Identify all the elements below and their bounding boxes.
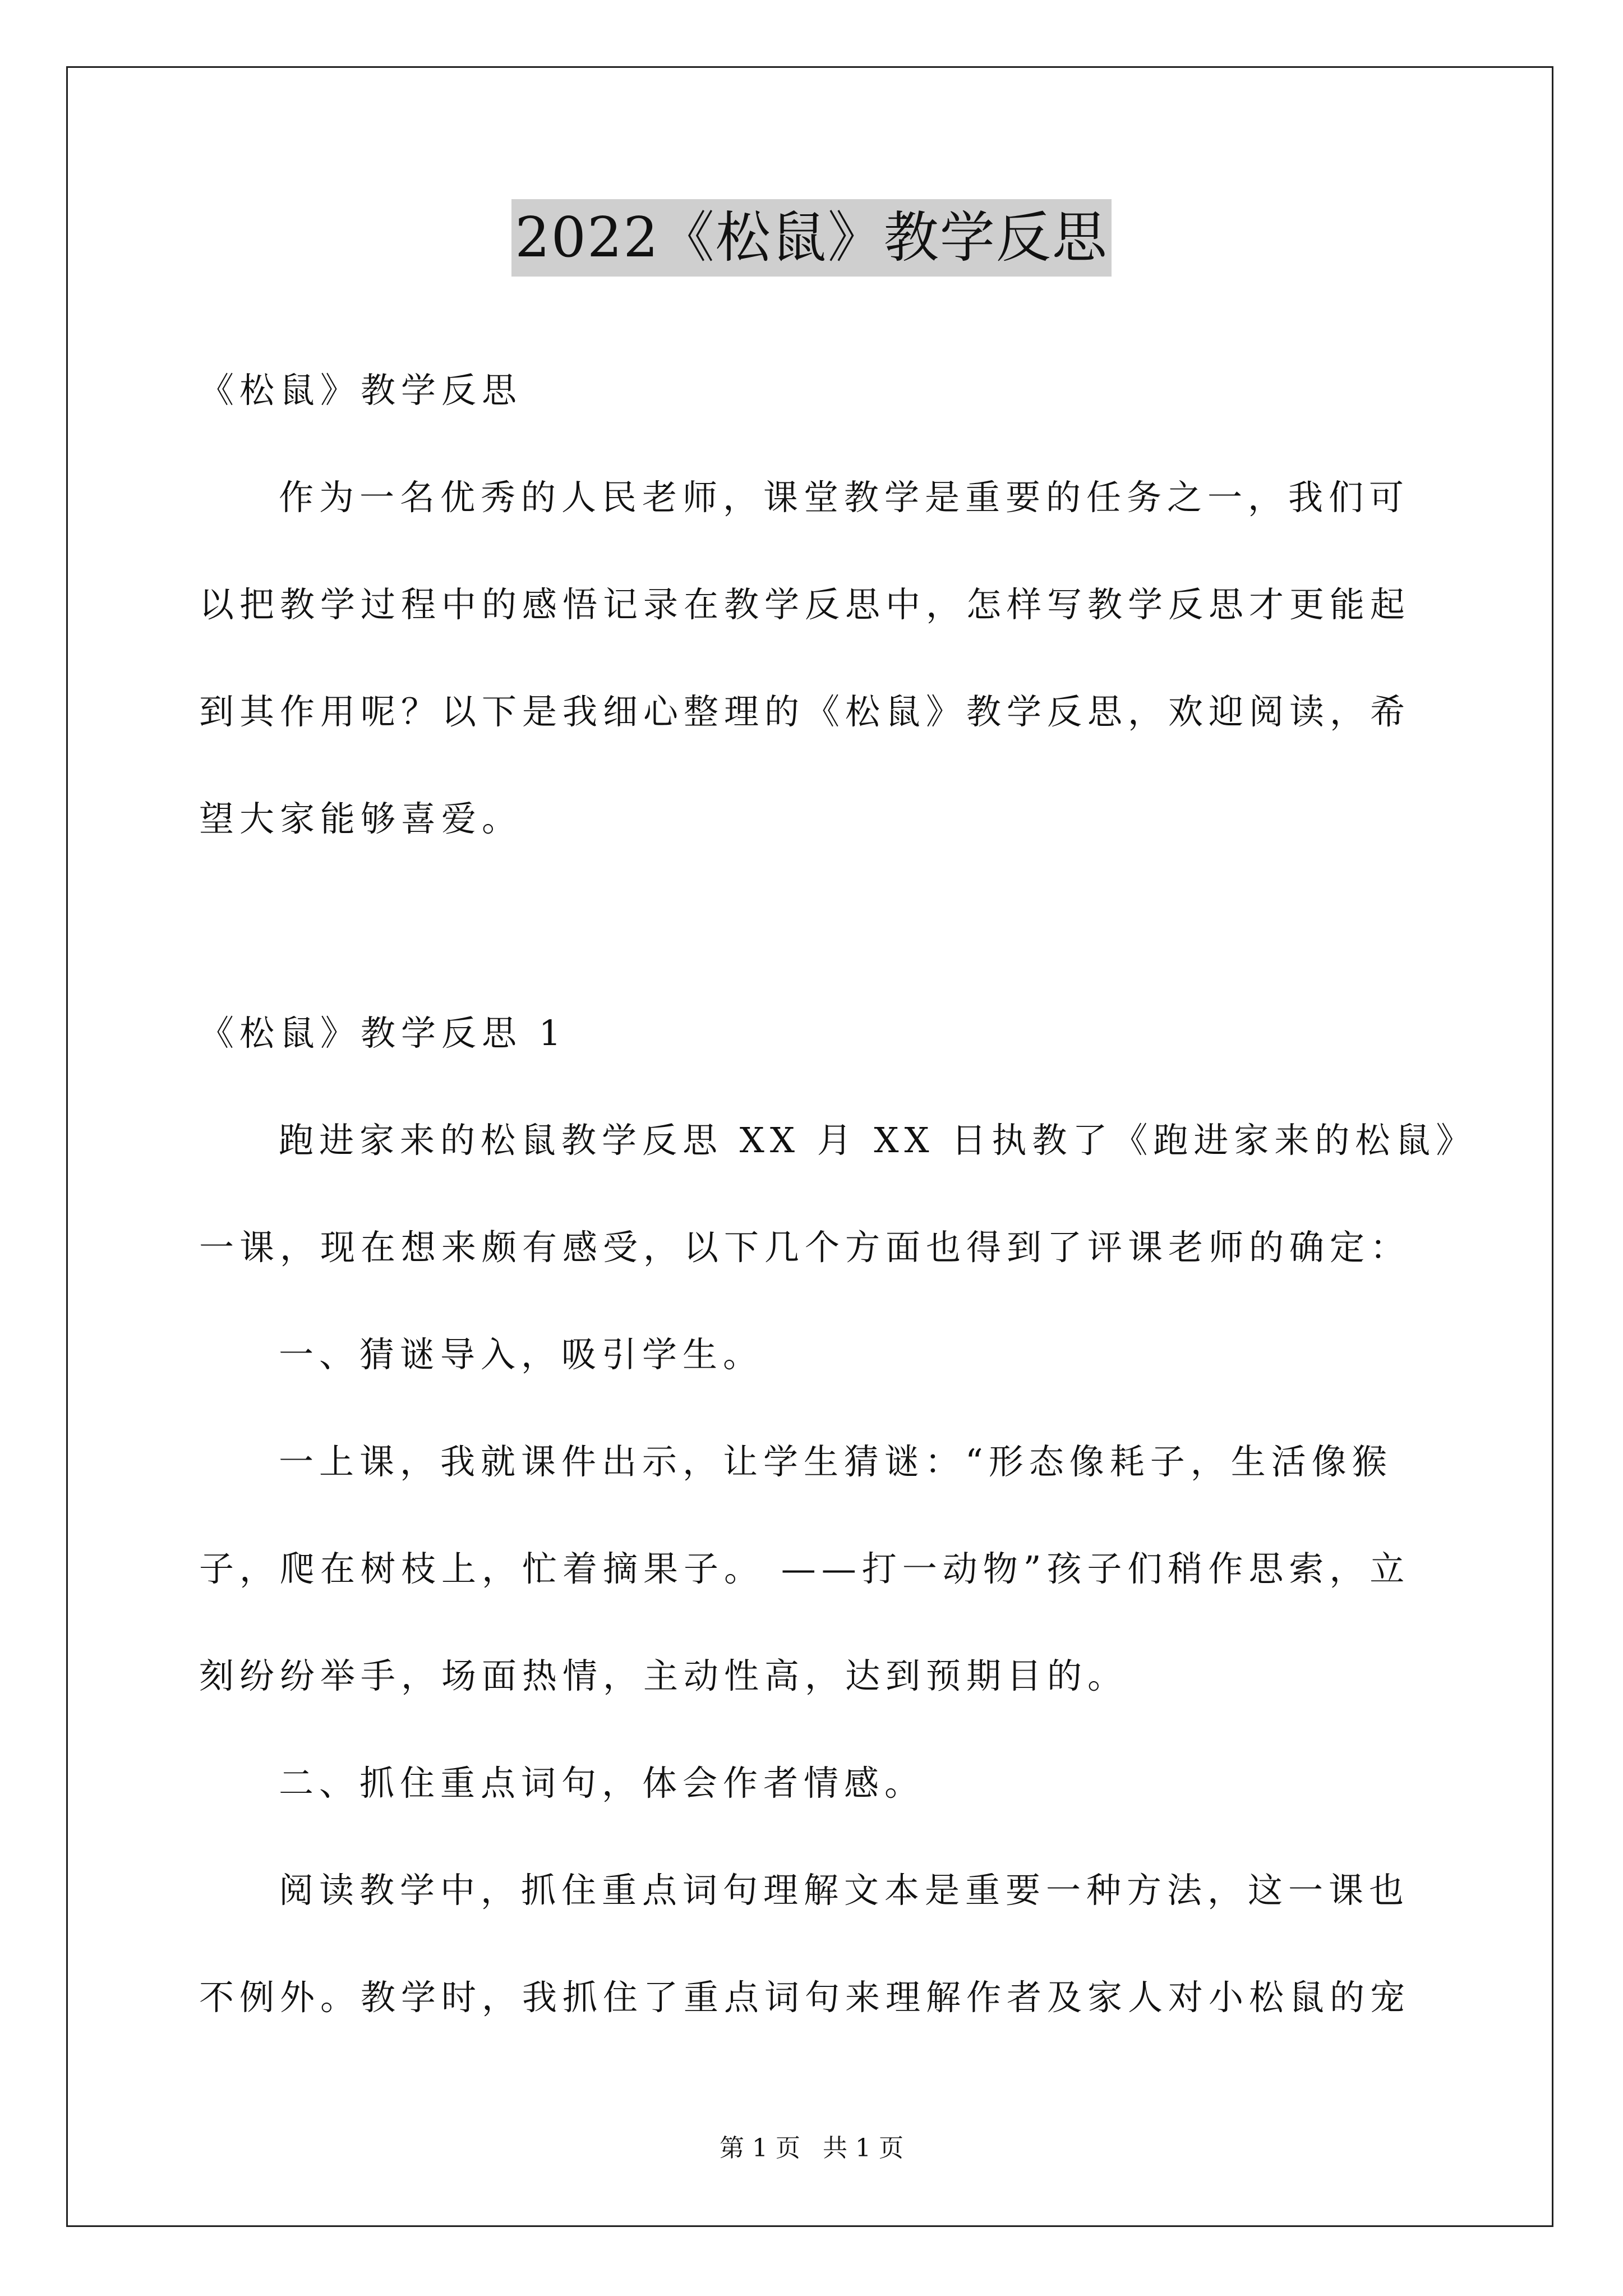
document-body bbox=[199, 337, 1477, 2051]
paragraph-line: 阅读教学中，抓住重点词句理解文本是重要一种方法，这一课也 bbox=[279, 1870, 1410, 1911]
paragraph-line: 到其作用呢？以下是我细心整理的《松鼠》教学反思，欢迎阅读，希 bbox=[199, 691, 1411, 732]
page-number: 第 1 页 bbox=[720, 2134, 800, 2162]
subheading-line: 一、猜谜导入，吸引学生。 bbox=[279, 1334, 764, 1375]
paragraph-line: 刻纷纷举手，场面热情，主动性高，达到预期目的。 bbox=[199, 1655, 1128, 1696]
document-title: 2022《松鼠》教学反思 bbox=[511, 199, 1111, 277]
paragraph-line: 以把教学过程中的感悟记录在教学反思中，怎样写教学反思才更能起 bbox=[199, 584, 1411, 625]
paragraph-line: 一上课，我就课件出示，让学生猜谜：“形态像耗子，生活像猴 bbox=[279, 1441, 1393, 1482]
paragraph-line: 不例外。教学时，我抓住了重点词句来理解作者及家人对小松鼠的宠 bbox=[199, 1977, 1411, 2018]
page-total: 共 1 页 bbox=[823, 2134, 903, 2162]
blank-line bbox=[199, 872, 1430, 979]
paragraph-line: 望大家能够喜爱。 bbox=[199, 798, 523, 839]
paragraph-line: 一课，现在想来颇有感受，以下几个方面也得到了评课老师的确定： bbox=[199, 1227, 1411, 1268]
paragraph-line: 作为一名优秀的人民老师，课堂教学是重要的任务之一，我们可 bbox=[279, 477, 1410, 518]
paragraph-line: 跑进家来的松鼠教学反思 XX 月 XX 日执教了《跑进家来的松鼠》 bbox=[279, 1120, 1477, 1161]
subheading-line: 二、抓住重点词句，体会作者情感。 bbox=[279, 1763, 925, 1803]
paragraph-line: 子，爬在树枝上，忙着摘果子。 ——打一动物”孩子们稍作思索，立 bbox=[199, 1548, 1410, 1589]
title-container bbox=[0, 199, 1623, 277]
section-heading: 《松鼠》教学反思 bbox=[199, 370, 523, 411]
section-heading: 《松鼠》教学反思 1 bbox=[199, 1013, 567, 1053]
page-footer bbox=[0, 2132, 1623, 2165]
